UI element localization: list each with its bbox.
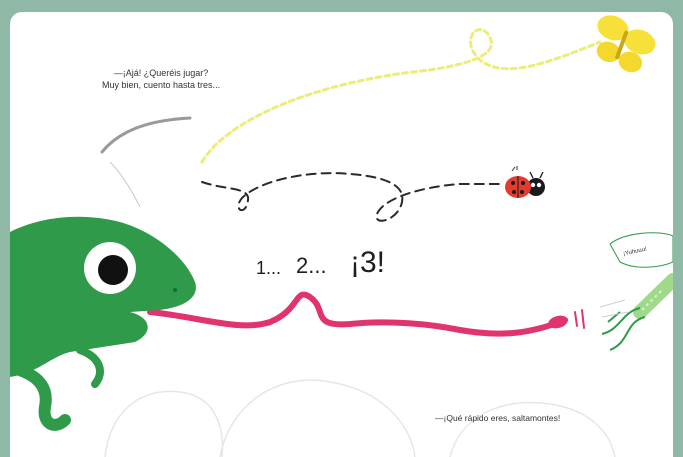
count-two: 2...: [296, 253, 327, 278]
intro-dialogue: [102, 67, 220, 91]
speech-mark-thin: [110, 162, 140, 207]
chameleon: [10, 217, 196, 425]
motion-lines: [575, 310, 584, 328]
speech-bubble-text: ¡Yuhuuu!: [622, 246, 648, 258]
count-one: 1...: [256, 258, 282, 278]
intro-line-2: Muy bien, cuento hasta tres...: [102, 80, 221, 90]
ladybug-flight-path: [202, 173, 502, 221]
chameleon-tongue: [150, 295, 565, 334]
ladybug-icon: [505, 166, 545, 198]
chameleon-pupil: [98, 255, 128, 285]
speech-mark: [102, 118, 190, 152]
butterfly-flight-path: [202, 30, 600, 162]
book-page: [10, 12, 673, 457]
intro-line-1: —¡Ajá! ¿Queréis jugar?: [113, 68, 209, 78]
outro-dialogue: —¡Qué rápido eres, saltamontes!: [435, 413, 561, 423]
butterfly-icon: [586, 12, 661, 77]
speed-lines: [600, 300, 628, 317]
count-three: ¡3!: [350, 246, 386, 279]
